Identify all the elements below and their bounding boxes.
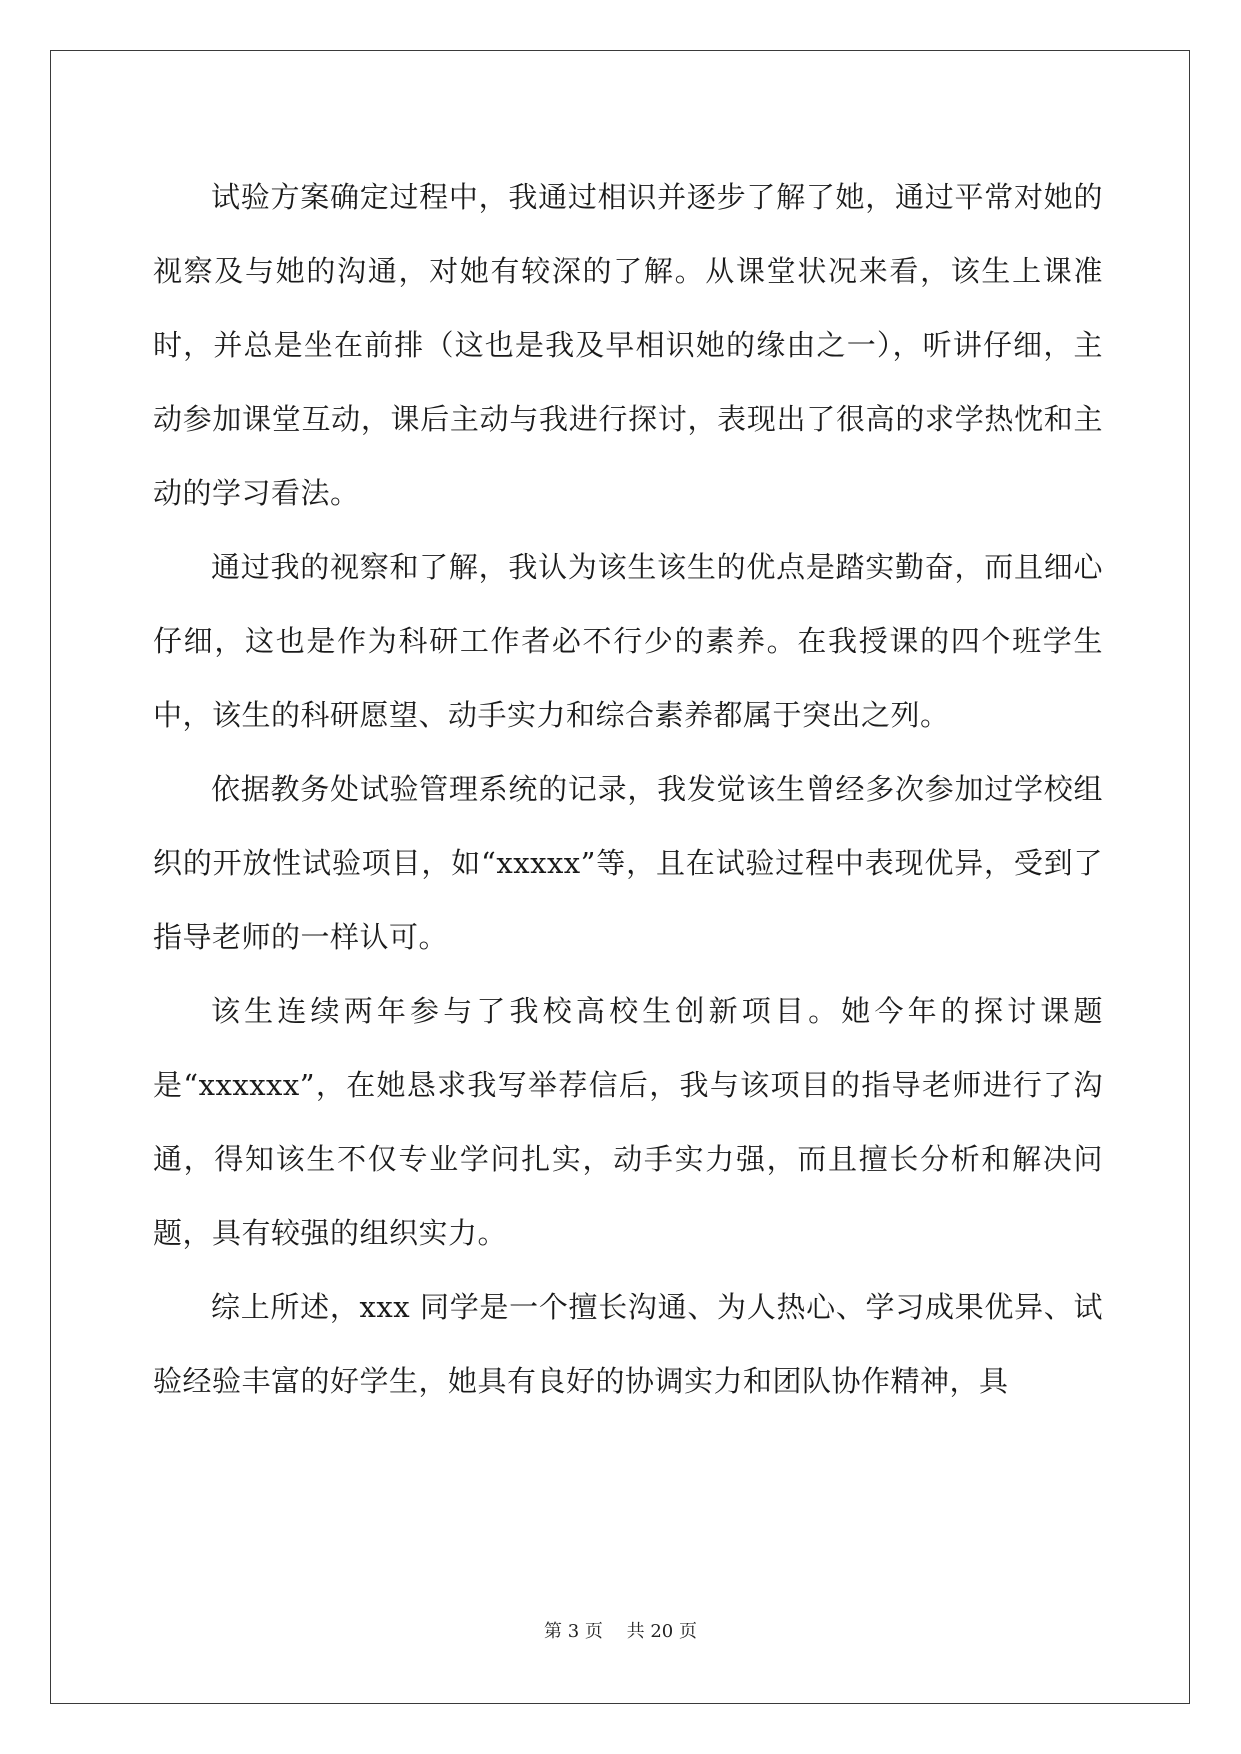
- paragraph-3: 依据教务处试验管理系统的记录，我发觉该生曾经多次参加过学校组织的开放性试验项目，如“xxxxx”等，且在试验过程中表现优异，受到了指导老师的一样认可。: [153, 772, 1103, 954]
- paragraph-4: 该生连续两年参与了我校高校生创新项目。她今年的探讨课题是“xxxxxx”，在她恳求我写举荐信后，我与该项目的指导老师进行了沟通，得知该生不仅专业学问扎实，动手实力强，而且擅长分析和解决问题，具有较强的组织实力。: [153, 994, 1103, 1250]
- paragraph-5: 综上所述，xxx 同学是一个擅长沟通、为人热心、学习成果优异、试验经验丰富的好学生，她具有良好的协调实力和团队协作精神，具: [153, 1290, 1103, 1398]
- document-body: [153, 160, 1103, 1418]
- paragraph-1: 试验方案确定过程中，我通过相识并逐步了解了她，通过平常对她的视察及与她的沟通，对她有较深的了解。从课堂状况来看，该生上课准时，并总是坐在前排（这也是我及早相识她的缘由之一），听讲仔细，主动参加课堂互动，课后主动与我进行探讨，表现出了很高的求学热忱和主动的学习看法。: [153, 180, 1103, 510]
- page-number-footer: 第 3 页 共 20 页: [544, 1621, 697, 1642]
- paragraph-2: 通过我的视察和了解，我认为该生该生的优点是踏实勤奋，而且细心仔细，这也是作为科研工作者必不行少的素养。在我授课的四个班学生中，该生的科研愿望、动手实力和综合素养都属于突出之列。: [153, 550, 1103, 732]
